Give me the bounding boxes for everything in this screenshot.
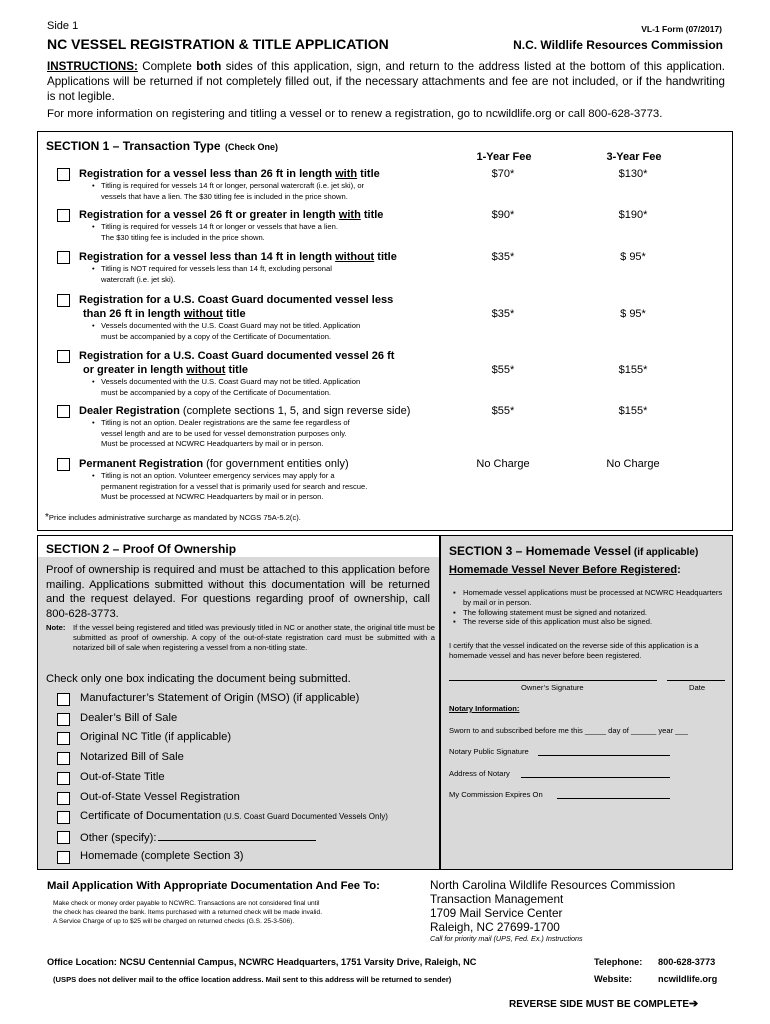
instructions — [47, 59, 725, 104]
notary-address-label: Address of Notary — [449, 769, 510, 778]
usps-note: (USPS does not deliver mail to the office location address. Mail sent to this address will be returned to sender) — [53, 975, 452, 984]
transaction-notes: • Titling is not an option. Volunteer emergency services may apply for a permanent registration for a vessel that is primarily used for search and rescue. Must be processed at NCWRC Headquarters by mail or in person. — [101, 471, 441, 503]
section2-title: SECTION 2 – Proof Of Ownership — [46, 542, 237, 556]
fee-3year: $155* — [618, 364, 648, 376]
fee-1year: $55* — [491, 364, 515, 376]
fee-1year: $90* — [491, 209, 515, 221]
transaction-checkbox[interactable] — [57, 209, 70, 222]
addr-line-4: Raleigh, NC 27699-1700 — [430, 920, 560, 934]
owner-signature-label: Owner’s Signature — [521, 683, 584, 692]
ownership-option-label: Homemade (complete Section 3) — [80, 849, 244, 862]
notary-signature-line[interactable] — [538, 755, 670, 756]
col-3year: 3-Year Fee — [606, 151, 662, 163]
priority-mail-note: Call for priority mail (UPS, Fed. Ex.) Instructions — [430, 934, 583, 943]
other-specify-line[interactable] — [158, 830, 316, 841]
form-id: VL-1 Form (07/2017) — [641, 24, 722, 34]
instructions-label: INSTRUCTIONS: — [47, 60, 138, 73]
mail-fine-print — [53, 899, 322, 926]
section2-para: Proof of ownership is required and must be attached to this application before mailing. Applications submitted without this documentation will be returned and the request delayed. For questions regarding proof of ownership, call 800-628-3773. — [46, 564, 430, 620]
transaction-notes: • Vessels documented with the U.S. Coast Guard may not be titled. Application must be accompanied by a copy of the Certificate of Documentation. — [101, 377, 441, 398]
section3-colon: : — [677, 564, 681, 576]
ownership-checkbox[interactable] — [57, 713, 70, 726]
fine-line-3: A Service Charge of up to $25 will be charged on returned checks (G.S. 25-3-506). — [53, 918, 295, 925]
notary-info-label: Notary Information: — [449, 704, 520, 713]
transaction-title: Registration for a vessel 26 ft or greater in length with title — [79, 209, 384, 221]
fee-1year: $70* — [491, 168, 515, 180]
ownership-option-label: Out-of-State Vessel Registration — [80, 790, 240, 803]
notary-signature-label: Notary Public Signature — [449, 747, 529, 756]
page-title: NC VESSEL REGISTRATION & TITLE APPLICATION — [47, 36, 389, 52]
mail-address — [430, 878, 675, 944]
fee-1year: $35* — [491, 251, 515, 263]
commission-line[interactable] — [557, 798, 670, 799]
fee-3year: No Charge — [606, 458, 660, 470]
ownership-option-label: Other (specify): — [80, 830, 316, 844]
transaction-checkbox[interactable] — [57, 251, 70, 264]
date-label: Date — [689, 683, 706, 692]
fee-3year: $190* — [618, 209, 648, 221]
ownership-option-label: Manufacturer’s Statement of Origin (MSO) (if applicable) — [80, 692, 360, 704]
sworn-text: Sworn to and subscribed before me this _____ day of ______ year ___ — [449, 726, 688, 735]
reverse-text: REVERSE SIDE MUST BE COMPLETE — [509, 999, 690, 1010]
ownership-checkbox[interactable] — [57, 851, 70, 864]
more-info: For more information on registering and titling a vessel or to renew a registration, go to ncwildlife.org or call 800-628-3773. — [47, 108, 663, 120]
transaction-title: Registration for a U.S. Coast Guard documented vessel 26 ft — [79, 350, 395, 362]
transaction-notes: • Titling is required for vessels 14 ft or longer or vessels that have a lien. The $30 titling fee is included in the price shown. — [101, 222, 441, 243]
transaction-notes: • Titling is NOT required for vessels less than 14 ft, excluding personal watercraft (i.e. jet ski). — [101, 264, 441, 285]
fee-1year: $35* — [491, 308, 515, 320]
transaction-title: Permanent Registration (for government entities only) — [79, 458, 349, 470]
transaction-title-line2: or greater in length without title — [83, 364, 249, 376]
ownership-checkbox[interactable] — [57, 811, 70, 824]
transaction-checkbox[interactable] — [57, 168, 70, 181]
fine-line-1: Make check or money order payable to NCWRC. Transactions are not considered final until — [53, 900, 320, 907]
owner-signature-line[interactable] — [449, 680, 657, 681]
right-arrow-icon: ➔ — [689, 998, 699, 1010]
instructions-text-b: sides of this application, sign, and return to the address listed at the bottom of this application. Applications will be returned if not completely filled out, if the necessary attachments and fee are not included, or if the handwriting is not legible. — [47, 60, 726, 103]
certify-text: I certify that the vessel indicated on the reverse side of this application is a homemade vessel and has never before been registered. — [449, 641, 699, 660]
fine-line-2: the check has cleared the bank. Items purchased with a returned check will be made invalid. — [53, 909, 323, 916]
section3-if-applicable: (if applicable) — [631, 547, 699, 558]
office-location: Office Location: NCSU Centennial Campus, NCWRC Headquarters, 1751 Varsity Drive, Raleigh, NC — [47, 957, 477, 967]
commission-label: My Commission Expires On — [449, 790, 543, 799]
addr-line-1: North Carolina Wildlife Resources Commission — [430, 878, 676, 892]
fee-3year: $155* — [618, 405, 648, 417]
transaction-notes: • Titling is required for vessels 14 ft or longer, personal watercraft (i.e. jet ski), or vessels that have a lien. The $30 titling fee is included in the price shown. — [101, 181, 441, 202]
ownership-option-label: Certificate of Documentation (U.S. Coast Guard Documented Vessels Only) — [80, 810, 388, 823]
ownership-checkbox[interactable] — [57, 792, 70, 805]
date-line[interactable] — [667, 680, 725, 681]
website-value[interactable]: ncwildlife.org — [658, 974, 718, 984]
instructions-text: Complete — [137, 60, 197, 73]
fee-3year: $130* — [618, 168, 648, 180]
section3-heading — [449, 542, 698, 560]
s3-bullet-2: ▪ The following statement must be signed and notarized. — [453, 607, 648, 617]
note-text: If the vessel being registered and titled was previously titled in NC or another state, the original title must be submitted as proof of ownership. A copy of the out-of-state registration card must be submitted with a notarized bill of sale when registering a vessel from a non-titling state. — [73, 623, 435, 652]
check-only-text: Check only one box indicating the document being submitted. — [46, 673, 351, 685]
transaction-checkbox[interactable] — [57, 458, 70, 471]
ownership-checkbox[interactable] — [57, 752, 70, 765]
section3-title: SECTION 3 – Homemade Vessel — [449, 544, 632, 558]
ownership-option-label: Out-of-State Title — [80, 770, 165, 783]
fee-3year: $ 95* — [620, 251, 646, 263]
footnote-star: * — [45, 512, 49, 523]
section2-box — [37, 535, 440, 870]
ownership-option-label: Original NC Title (if applicable) — [80, 731, 232, 744]
ownership-checkbox[interactable] — [57, 831, 70, 844]
website-label: Website: — [594, 974, 633, 984]
ownership-option-label: Notarized Bill of Sale — [80, 751, 184, 764]
section3-subtitle: Homemade Vessel Never Before Registered — [449, 564, 678, 576]
telephone-label: Telephone: — [594, 957, 643, 967]
ownership-checkbox[interactable] — [57, 693, 70, 706]
addr-line-2: Transaction Management — [430, 892, 564, 906]
ownership-checkbox[interactable] — [57, 732, 70, 745]
section1-title: SECTION 1 – Transaction Type — [46, 139, 221, 153]
fee-1year: $55* — [491, 405, 515, 417]
telephone-value: 800-628-3773 — [658, 957, 716, 967]
transaction-title-line2: than 26 ft in length without title — [83, 308, 246, 320]
transaction-checkbox[interactable] — [57, 405, 70, 418]
ownership-option-label: Dealer’s Bill of Sale — [80, 711, 178, 724]
transaction-title: Dealer Registration (complete sections 1, 5, and sign reverse side) — [79, 405, 411, 417]
col-1year: 1-Year Fee — [476, 151, 532, 163]
reverse-side-note — [509, 997, 698, 1010]
addr-line-3: 1709 Mail Service Center — [430, 906, 563, 920]
note-label: Note: — [46, 623, 66, 632]
ownership-checkbox[interactable] — [57, 772, 70, 785]
fee-1year: No Charge — [476, 458, 530, 470]
footnote-text: Price includes administrative surcharge as mandated by NCGS 75A-5.2(c). — [48, 513, 301, 522]
transaction-checkbox[interactable] — [57, 350, 70, 363]
transaction-title: Registration for a U.S. Coast Guard documented vessel less — [79, 294, 394, 306]
mail-heading: Mail Application With Appropriate Documentation And Fee To: — [47, 880, 380, 892]
section1-footnote — [45, 512, 301, 523]
side-label: Side 1 — [47, 20, 79, 32]
transaction-title: Registration for a vessel less than 26 ft in length with title — [79, 168, 380, 180]
section1-check-one: (Check One) — [224, 142, 278, 152]
transaction-title: Registration for a vessel less than 14 ft in length without title — [79, 251, 397, 263]
transaction-checkbox[interactable] — [57, 294, 70, 307]
fee-3year: $ 95* — [620, 308, 646, 320]
s3-bullet-3: ▪ The reverse side of this application must also be signed. — [453, 617, 653, 627]
transaction-notes: • Titling is not an option. Dealer registrations are the same fee regardless of vessel length and are to be used for vessel demonstration purposes only. Must be processed at NCWRC Headquarters by mail or in person. — [101, 418, 441, 450]
notary-address-line[interactable] — [521, 777, 670, 778]
section3-box — [440, 535, 733, 870]
agency-name: N.C. Wildlife Resources Commission — [513, 38, 723, 52]
s3-bullet-1: ▪ Homemade vessel applications must be processed at NCWRC Headquarters by mail or in person. — [453, 588, 723, 607]
section1-heading — [46, 137, 278, 155]
instructions-both: both — [196, 60, 222, 73]
transaction-notes: • Vessels documented with the U.S. Coast Guard may not be titled. Application must be accompanied by a copy of the Certificate of Documentation. — [101, 321, 441, 342]
